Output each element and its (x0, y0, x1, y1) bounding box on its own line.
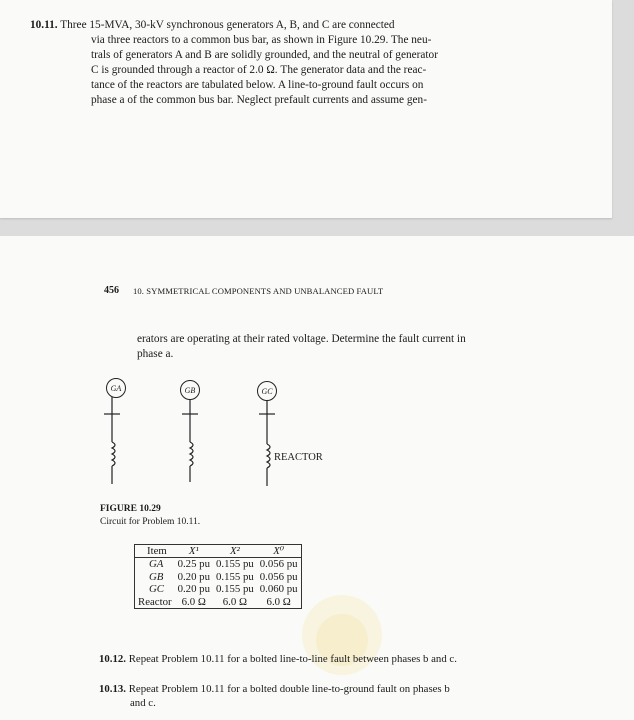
table-row (135, 596, 302, 609)
problem-number: 10.12. (99, 653, 126, 665)
generator-c-symbol (257, 381, 277, 401)
problem-number: 10.13. (99, 683, 126, 695)
generator-data-table (134, 544, 302, 609)
generator-b-symbol (180, 380, 200, 400)
gc-reactor-coil (267, 444, 270, 468)
table-cell: 0.155 pu (215, 583, 254, 596)
top-page (0, 0, 612, 218)
table-cell: 0.20 pu (177, 583, 210, 596)
problem-text: Repeat Problem 10.11 for a bolted double line-to-ground fault on phases b (128, 683, 450, 695)
table-cell: 0.20 pu (177, 570, 210, 583)
problem-text: Repeat Problem 10.11 for a bolted line-to-line fault between phases b and c. (128, 653, 457, 665)
continuation-line-2: phase a. (137, 348, 174, 360)
table-row (135, 583, 302, 595)
table-cell: 6.0 Ω (181, 595, 206, 608)
page-number: 456 (104, 285, 119, 296)
problem-10-11-line-5: tance of the reactors are tabulated below. A line-to-ground fault occurs on (91, 79, 424, 91)
table-cell: Reactor (138, 595, 172, 608)
problem-10-11-line-4: C is grounded through a reactor of 2.0 Ω. The generator data and the reac- (91, 64, 427, 76)
table-cell: 0.155 pu (215, 558, 254, 571)
table-row (135, 558, 302, 571)
gb-ground-coil (190, 442, 193, 466)
problem-10-11-line-3: trals of generators A and B are solidly grounded, and the neutral of generator (91, 49, 438, 61)
problem-10-12 (99, 652, 457, 667)
problem-10-11-line-1 (30, 18, 395, 33)
problem-10-13-continuation: and c. (130, 697, 156, 709)
problem-text-line: Three 15-MVA, 30-kV synchronous generators A, B, and C are connected (60, 19, 395, 31)
table-cell: 0.25 pu (177, 558, 210, 571)
table-cell: 0.056 pu (259, 570, 298, 583)
table-cell: 6.0 Ω (266, 595, 291, 608)
generator-b-label: GB (184, 385, 196, 395)
table-header: Item (135, 545, 175, 558)
figure-label: FIGURE 10.29 (100, 504, 161, 514)
table-cell: 6.0 Ω (222, 595, 247, 608)
generator-a-label: GA (110, 383, 122, 393)
ga-ground-coil (112, 442, 115, 466)
generator-c-label: GC (261, 386, 273, 396)
reactor-label: REACTOR (274, 452, 323, 463)
table-cell: 0.056 pu (259, 558, 298, 571)
problem-10-11-line-2: via three reactors to a common bus bar, as shown in Figure 10.29. The neu- (91, 34, 432, 46)
table-header: X² (213, 545, 257, 558)
table-cell: GB (149, 570, 164, 583)
chapter-running-head: 10. SYMMETRICAL COMPONENTS AND UNBALANCED FAULT (133, 286, 384, 296)
continuation-line-1: erators are operating at their rated voltage. Determine the fault current in (137, 333, 466, 345)
table-cell: GC (149, 583, 164, 596)
watermark-bulb (300, 580, 410, 720)
table-cell: 0.155 pu (215, 570, 254, 583)
table-header: X¹ (175, 545, 213, 558)
problem-10-11-line-6: phase a of the common bus bar. Neglect prefault currents and assume gen- (91, 94, 427, 106)
circuit-diagram (90, 370, 360, 500)
table-cell: GA (149, 558, 164, 571)
table-header: X⁰ (257, 545, 301, 558)
problem-number: 10.11. (30, 19, 58, 31)
table-row (135, 571, 302, 583)
figure-caption: Circuit for Problem 10.11. (100, 517, 201, 527)
table-header-row (135, 545, 302, 558)
generator-a-symbol (106, 378, 126, 398)
table-cell: 0.060 pu (259, 583, 298, 596)
